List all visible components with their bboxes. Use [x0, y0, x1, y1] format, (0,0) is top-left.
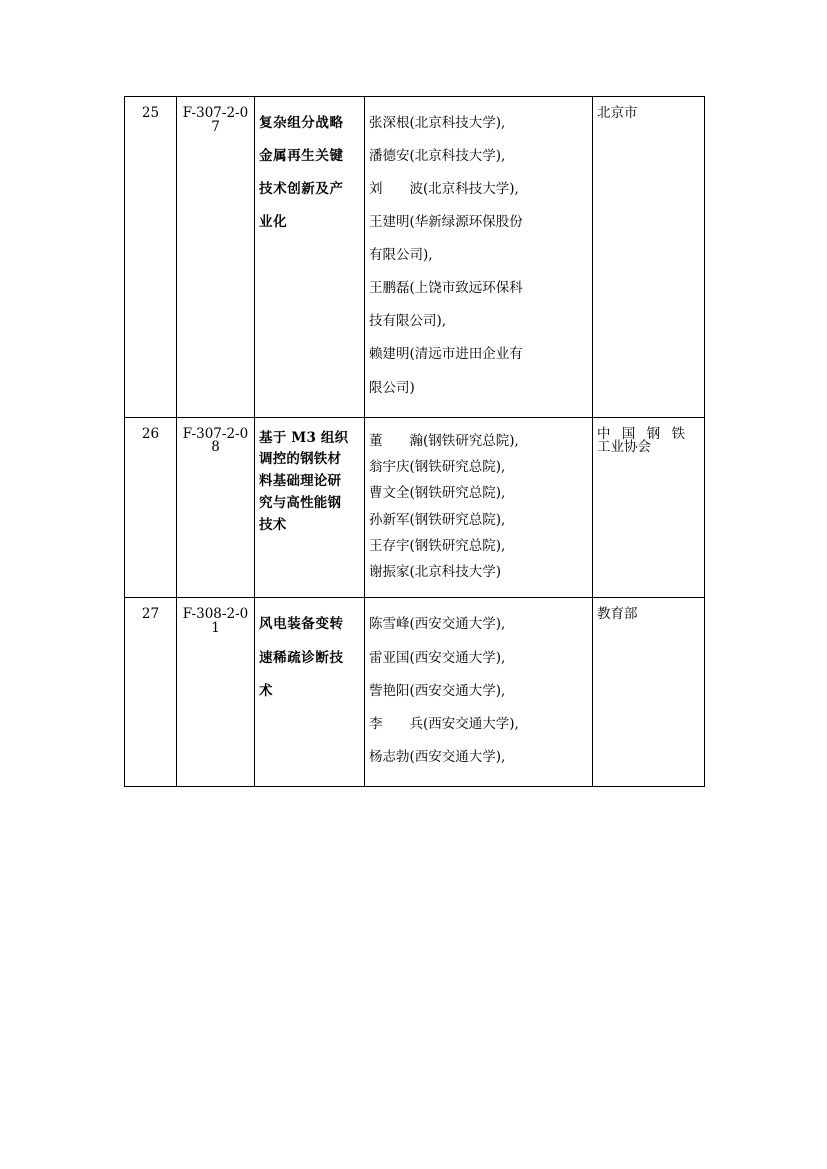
title-line: 技术 [259, 517, 287, 533]
title-line: 风电装备变转 [259, 616, 344, 633]
row-project-title [255, 598, 365, 786]
row-project-title [255, 97, 365, 418]
contributor-line: 雷亚国(西安交通大学), [369, 649, 506, 666]
row-serial-number: 26 [125, 417, 177, 598]
table-row [125, 417, 705, 598]
row-contributors [365, 417, 593, 598]
title-line: 料基础理论研 [259, 473, 342, 490]
row-serial-number: 25 [125, 97, 177, 418]
contributor-line: 刘 波(北京科技大学), [369, 181, 519, 198]
row-project-code: F-308-2-01 [177, 598, 255, 786]
contributor-line: 翁宇庆(钢铁研究总院), [369, 458, 506, 475]
contributor-line: 张深根(北京科技大学), [369, 115, 506, 131]
title-line: 金属再生关键 [259, 148, 344, 165]
row-contributors [365, 598, 593, 786]
table-row [125, 97, 705, 418]
contributor-line: 董 瀚(钢铁研究总院), [369, 432, 519, 449]
row-nominating-organization [593, 598, 705, 786]
title-line: 复杂组分战略 [259, 115, 344, 131]
title-line: 究与高性能钢 [259, 495, 342, 512]
award-nomination-table [124, 96, 705, 787]
title-line: 速稀疏诊断技 [259, 649, 344, 666]
contributor-line: 赖建明(清远市进田企业有 [369, 346, 523, 363]
organization-line: 工业协会 [597, 439, 651, 456]
title-line: 调控的钢铁材 [259, 451, 342, 468]
contributor-line: 李 兵(西安交通大学), [369, 715, 519, 732]
title-line: 业化 [259, 214, 288, 231]
contributor-line: 訾艳阳(西安交通大学), [369, 682, 506, 699]
contributor-line: 技有限公司), [369, 313, 447, 330]
row-project-code: F-307-2-07 [177, 97, 255, 418]
contributor-line: 王建明(华新绿源环保股份 [369, 214, 523, 231]
organization-line: 北京市 [597, 105, 638, 121]
table-body [125, 97, 705, 787]
contributor-line: 杨志勃(西安交通大学), [369, 748, 506, 765]
row-nominating-organization [593, 417, 705, 598]
contributor-line: 王存宇(钢铁研究总院), [369, 537, 506, 554]
contributor-line: 潘德安(北京科技大学), [369, 148, 506, 165]
row-serial-number: 27 [125, 598, 177, 786]
organization-line: 中国钢铁 [597, 425, 685, 442]
row-contributors [365, 97, 593, 418]
organization-line: 教育部 [597, 606, 638, 623]
contributor-line: 曹文全(钢铁研究总院), [369, 485, 506, 502]
contributor-line: 孙新军(钢铁研究总院), [369, 511, 506, 528]
row-nominating-organization [593, 97, 705, 418]
table-row [125, 598, 705, 786]
title-line: 技术创新及产 [259, 181, 344, 198]
contributor-line: 谢振家(北京科技大学) [369, 564, 502, 581]
title-line: 基于 M3 组织 [259, 429, 349, 446]
contributor-line: 限公司) [369, 379, 415, 396]
row-project-code: F-307-2-08 [177, 417, 255, 598]
contributor-line: 陈雪峰(西安交通大学), [369, 616, 506, 633]
row-project-title [255, 417, 365, 598]
contributor-line: 有限公司), [369, 247, 433, 264]
contributor-line: 王鹏磊(上饶市致远环保科 [369, 280, 523, 297]
title-line: 术 [259, 682, 274, 699]
